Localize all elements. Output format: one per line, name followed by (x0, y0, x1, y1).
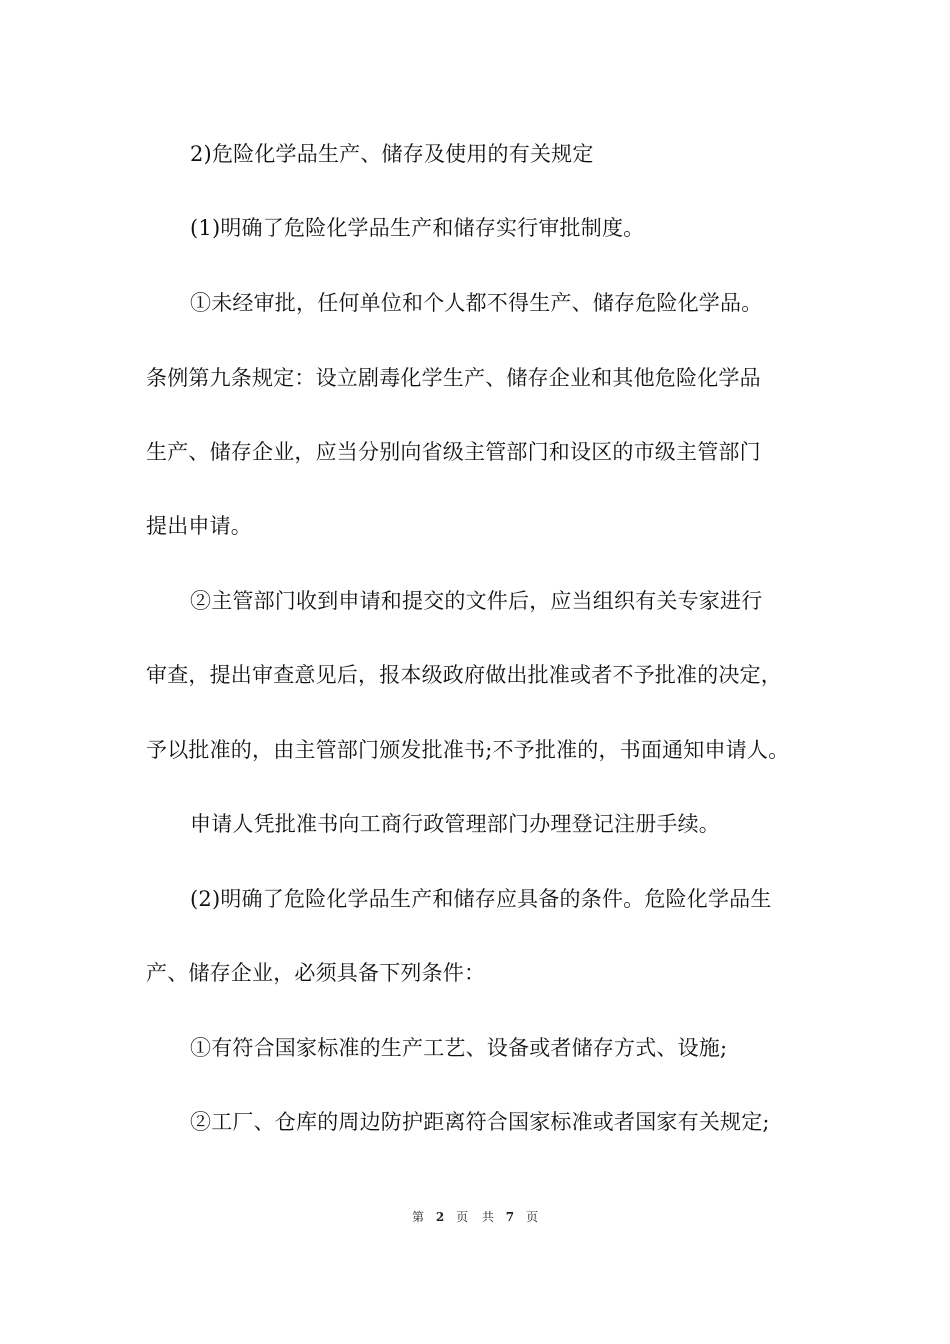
paragraph-line: (2)明确了危险化学品生产和储存应具备的条件。危险化学品生 (190, 887, 772, 911)
footer-suffix: 页 (525, 1210, 538, 1224)
paragraph-line: ②主管部门收到申请和提交的文件后，应当组织有关专家进行 (190, 589, 763, 613)
current-page-number: 2 (435, 1210, 445, 1224)
paragraph-line: ①有符合国家标准的生产工艺、设备或者储存方式、设施; (190, 1036, 728, 1060)
paragraph-line: 审查，提出审查意见后，报本级政府做出批准或者不予批准的决定， (146, 663, 782, 687)
footer-prefix: 第 (412, 1210, 425, 1224)
paragraph-line: 申请人凭批准书向工商行政管理部门办理登记注册手续。 (190, 812, 720, 836)
section-heading: 2)危险化学品生产、储存及使用的有关规定 (190, 142, 594, 166)
paragraph-line: ②工厂、仓库的周边防护距离符合国家标准或者国家有关规定; (190, 1110, 770, 1134)
paragraph-line: (1)明确了危险化学品生产和储存实行审批制度。 (190, 216, 645, 240)
footer-total-word: 共 (481, 1210, 494, 1224)
footer-page-word: 页 (456, 1210, 469, 1224)
total-pages-number: 7 (505, 1210, 515, 1224)
paragraph-line: 条例第九条规定：设立剧毒化学生产、储存企业和其他危险化学品 (146, 366, 761, 390)
page-footer (0, 1208, 950, 1226)
paragraph-line: ①未经审批，任何单位和个人都不得生产、储存危险化学品。 (190, 291, 763, 315)
paragraph-line: 提出申请。 (146, 514, 252, 538)
paragraph-line: 予以批准的，由主管部门颁发批准书;不予批准的，书面通知申请人。 (146, 738, 790, 762)
paragraph-line: 产、储存企业，必须具备下列条件： (146, 961, 486, 985)
paragraph-line: 生产、储存企业，应当分别向省级主管部门和设区的市级主管部门 (146, 440, 761, 464)
